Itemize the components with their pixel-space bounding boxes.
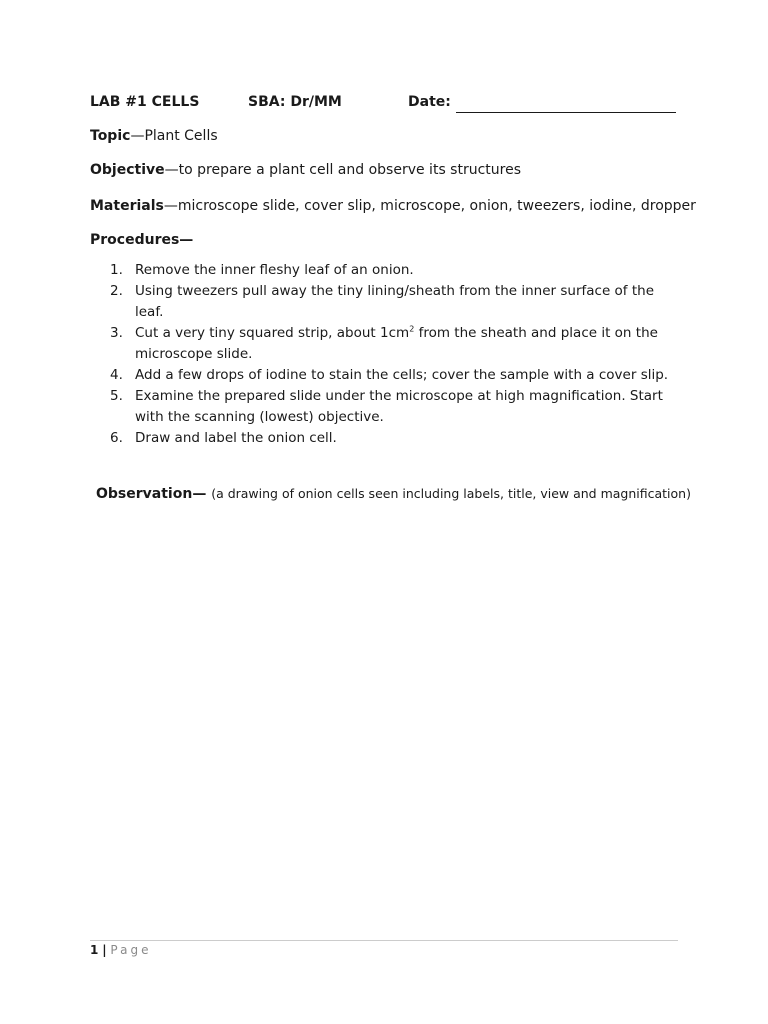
step-number: 2. [110,283,123,299]
materials-text: microscope slide, cover slip, microscope, onion, tweezers, iodine, dropper [177,198,696,214]
date-blank-line [456,112,676,113]
topic-text: Plant Cells [144,128,218,144]
date-label: Date: [408,94,451,110]
materials-line [90,198,696,214]
procedure-step [90,260,670,281]
objective-dash: — [164,162,179,178]
page-footer [90,943,151,957]
sba-label: SBA: Dr/MM [248,94,342,110]
step-text-after: from the sheath and place it on the microscope slide. [135,325,658,362]
step-text: Add a few drops of iodine to stain the cells; cover the sample with a cover slip. [135,367,669,383]
step-number: 3. [110,325,123,341]
procedure-step [90,365,670,386]
page-number: 1 [90,943,99,957]
materials-dash: — [163,198,178,214]
observation-label: Observation [96,486,193,502]
topic-line [90,128,218,144]
objective-line [90,162,521,178]
observation-dash: — [192,486,212,502]
observation-line [96,486,691,502]
step-text: Draw and label the onion cell. [135,430,337,446]
page-word: Page [110,943,152,957]
materials-label: Materials [90,198,164,214]
step-number: 1. [110,262,123,278]
step-text-before: Cut a very tiny squared strip, about 1cm [135,325,410,341]
procedures-label: Procedures— [90,232,194,248]
procedure-steps-list [90,260,670,449]
objective-label: Objective [90,162,165,178]
step-number: 5. [110,388,123,404]
observation-note: (a drawing of onion cells seen including labels, title, view and magnification) [211,486,691,501]
footer-separator: | [102,943,107,957]
step-text: Remove the inner fleshy leaf of an onion. [135,262,414,278]
topic-label: Topic [90,128,131,144]
procedure-step [90,281,670,323]
procedure-step [90,386,670,428]
step-number: 4. [110,367,123,383]
lab-title: LAB #1 CELLS [90,94,200,110]
objective-text: to prepare a plant cell and observe its structures [178,162,522,178]
procedure-step [90,323,670,365]
step-text: Using tweezers pull away the tiny lining/sheath from the inner surface of the leaf. [135,283,655,320]
step-text: Examine the prepared slide under the microscope at high magnification. Start with the scanning (lowest) objective. [135,388,663,425]
step-number: 6. [110,430,123,446]
topic-dash: — [130,128,145,144]
footer-divider [90,940,678,941]
procedure-step [90,428,670,449]
step-superscript: 2 [409,324,415,334]
